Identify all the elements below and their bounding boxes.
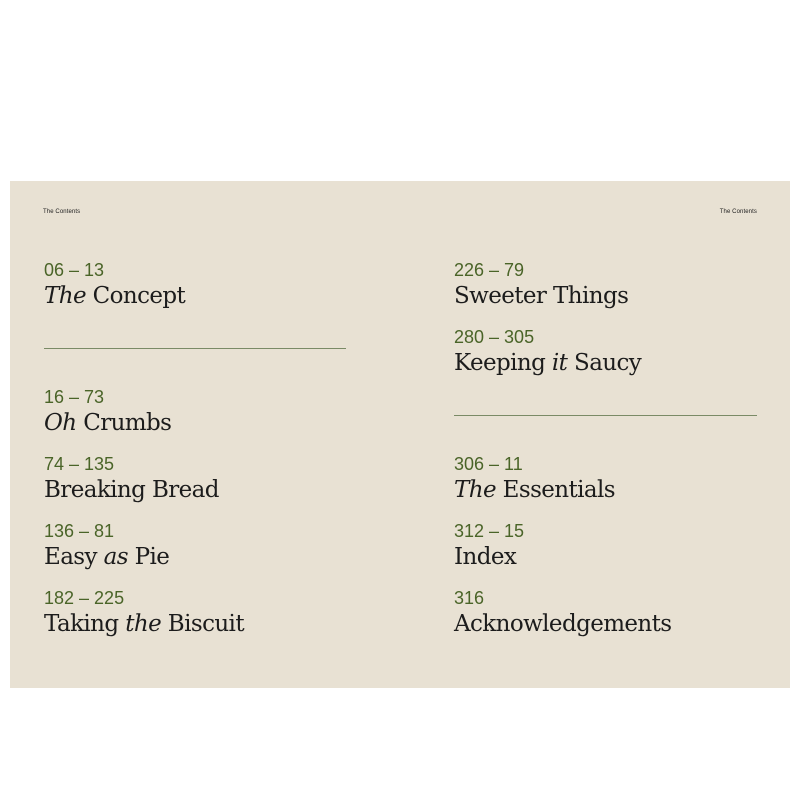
page-range: 312 – 15	[454, 521, 525, 541]
title-run: Breaking Bread	[44, 477, 219, 503]
title-run: Keeping	[454, 350, 552, 376]
chapter-title	[44, 610, 244, 638]
page-range: 280 – 305	[454, 327, 535, 347]
chapter-title	[454, 282, 628, 310]
toc-entry-the-concept[interactable]	[44, 260, 185, 310]
title-italic-run: The	[454, 477, 496, 503]
chapter-title	[44, 282, 185, 310]
title-italic-run: Oh	[44, 410, 77, 436]
title-run: Pie	[127, 544, 170, 570]
title-run: Concept	[85, 283, 186, 309]
toc-entry-index[interactable]	[454, 521, 524, 571]
chapter-title	[454, 476, 615, 504]
page-range: 316	[454, 588, 485, 608]
chapter-title	[44, 543, 169, 571]
section-divider	[44, 348, 346, 349]
title-italic-run: as	[103, 544, 128, 570]
title-italic-run: it	[551, 350, 568, 376]
toc-entry-taking-the-biscuit[interactable]	[44, 588, 244, 638]
title-italic-run: The	[44, 283, 86, 309]
chapter-title	[454, 349, 641, 377]
title-run: Acknowledgements	[454, 611, 672, 637]
chapter-title	[44, 409, 171, 437]
title-run: Saucy	[567, 350, 642, 376]
page-range: 226 – 79	[454, 260, 525, 280]
page-range: 74 – 135	[44, 454, 115, 474]
title-italic-run: the	[125, 611, 162, 637]
title-run: Sweeter Things	[454, 283, 629, 309]
running-head-left: The Contents	[43, 209, 81, 215]
page-range: 182 – 225	[44, 588, 125, 608]
toc-entry-breaking-bread[interactable]	[44, 454, 219, 504]
toc-entry-the-essentials[interactable]	[454, 454, 615, 504]
title-run: Biscuit	[161, 611, 244, 637]
toc-entry-easy-as-pie[interactable]	[44, 521, 169, 571]
page-range: 06 – 13	[44, 260, 105, 280]
page-range: 136 – 81	[44, 521, 115, 541]
chapter-title	[454, 543, 524, 571]
toc-entry-acknowledgements[interactable]	[454, 588, 671, 638]
toc-entry-sweeter-things[interactable]	[454, 260, 628, 310]
title-run: Taking	[44, 611, 126, 637]
contents-spread	[10, 181, 790, 688]
toc-entry-keeping-it-saucy[interactable]	[454, 327, 641, 377]
running-head-right: The Contents	[719, 209, 757, 215]
title-run: Crumbs	[76, 410, 172, 436]
section-divider	[454, 415, 757, 416]
title-run: Essentials	[495, 477, 615, 503]
title-run: Index	[454, 544, 517, 570]
chapter-title	[44, 476, 219, 504]
chapter-title	[454, 610, 671, 638]
page-range: 306 – 11	[454, 454, 523, 474]
title-run: Easy	[44, 544, 104, 570]
page-range: 16 – 73	[44, 387, 105, 407]
toc-entry-oh-crumbs[interactable]	[44, 387, 171, 437]
